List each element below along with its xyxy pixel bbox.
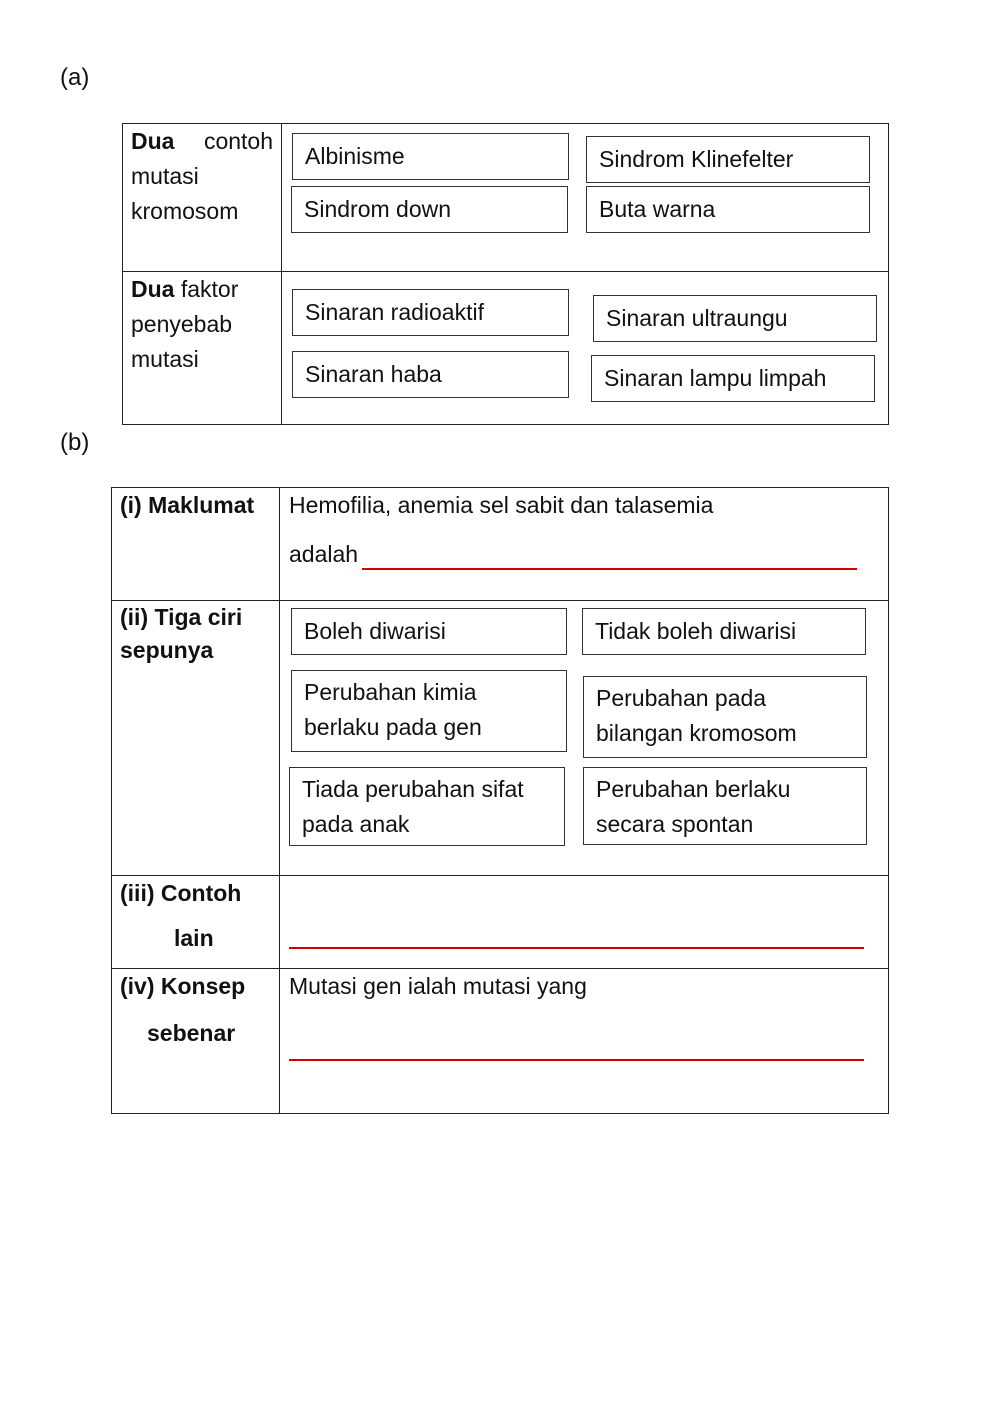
option-perubahan-bilangan-kromosom[interactable]: Perubahan pada bilangan kromosom: [583, 676, 867, 758]
part-b-table: [111, 487, 889, 1114]
ciri-sepunya-title: (ii) Tiga ciri sepunya: [120, 604, 243, 663]
option-sinaran-lampu-limpah[interactable]: Sinaran lampu limpah: [591, 355, 875, 402]
part-a-label: (a): [60, 64, 90, 91]
maklumat-text-line1: Hemofilia, anemia sel sabit dan talasemia: [289, 492, 714, 518]
option-sinaran-haba[interactable]: Sinaran haba: [292, 351, 569, 398]
maklumat-text-line2: adalah: [289, 541, 359, 567]
option-sindrom-klinefelter[interactable]: Sindrom Klinefelter: [586, 136, 870, 183]
row1-label: Dua contoh mutasi kromosom: [131, 128, 273, 224]
part-a-table: [122, 123, 889, 425]
maklumat-answer-blank[interactable]: [362, 568, 857, 570]
option-perubahan-spontan[interactable]: Perubahan berlaku secara spontan: [583, 767, 867, 845]
konsep-sebenar-answer-blank[interactable]: [289, 1059, 864, 1061]
option-tidak-boleh-diwarisi[interactable]: Tidak boleh diwarisi: [582, 608, 866, 655]
option-sinaran-radioaktif[interactable]: Sinaran radioaktif: [292, 289, 569, 336]
contoh-lain-title-line2: lain: [174, 925, 214, 951]
konsep-sebenar-text: Mutasi gen ialah mutasi yang: [289, 973, 587, 999]
option-sinaran-ultraungu[interactable]: Sinaran ultraungu: [593, 295, 877, 342]
option-sindrom-down[interactable]: Sindrom down: [291, 186, 568, 233]
contoh-lain-title: (iii) Contoh: [120, 880, 242, 906]
contoh-lain-answer-blank[interactable]: [289, 947, 864, 949]
konsep-sebenar-title-line2: sebenar: [147, 1020, 236, 1046]
option-tiada-perubahan-sifat[interactable]: Tiada perubahan sifat pada anak: [289, 767, 565, 846]
maklumat-title: (i) Maklumat: [120, 492, 255, 518]
part-b-label: (b): [60, 429, 90, 456]
option-boleh-diwarisi[interactable]: Boleh diwarisi: [291, 608, 567, 655]
konsep-sebenar-title: (iv) Konsep: [120, 973, 246, 999]
row2-label: Dua faktor penyebab mutasi: [131, 276, 239, 372]
option-albinisme[interactable]: Albinisme: [292, 133, 569, 180]
option-buta-warna[interactable]: Buta warna: [586, 186, 870, 233]
option-perubahan-kimia[interactable]: Perubahan kimia berlaku pada gen: [291, 670, 567, 752]
